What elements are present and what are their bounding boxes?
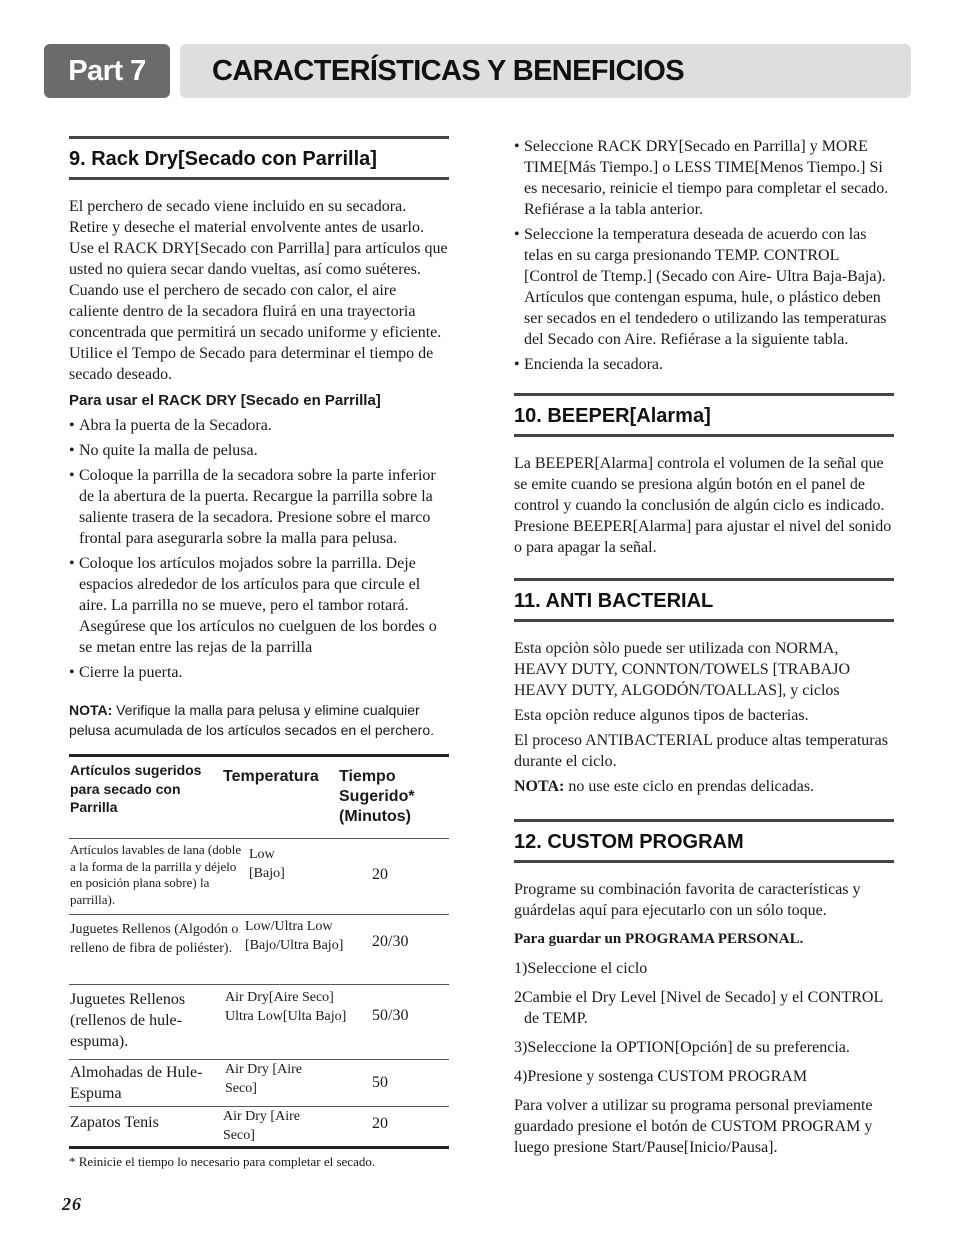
list-item: • Coloque los artículos mojados sobre la parrilla. Deje espacios alrededor de los artículos para que circule el aire. La parrilla no se mueve, pero el tambor rotará. Asegúrese que los artículos no cuelguen de los bordes o se metan entre las rejas de la parrilla <box>69 553 449 658</box>
list-item: • Abra la puerta de la Secadora. <box>69 415 449 436</box>
table-cell: Almohadas de Hule-Espuma <box>70 1064 203 1102</box>
table-cell: Air Dry [Aire Seco] <box>223 1109 300 1143</box>
list-item: • Encienda la secadora. <box>514 354 894 375</box>
right-column <box>514 136 894 1158</box>
list-item: 1)Seleccione el ciclo <box>514 960 648 977</box>
table-cell: 20/30 <box>372 933 409 950</box>
table-cell: Air Dry [Aire Seco] <box>225 1062 302 1096</box>
custom-program-subheading: Para guardar un PROGRAMA PERSONAL. <box>514 931 804 947</box>
list-item: • Seleccione la temperatura deseada de acuerdo con las telas en su carga presionando TEMP. CONTROL [Control de Ttemp.] (Secado con Aire- Ultra Baja-Baja). Artículos que contengan espuma, hule, o plástico deben ser secados en el tendedero o utilizando las temperaturas del Secado con Aire. Refiérase a la siguiente tabla. <box>514 224 894 350</box>
rack-dry-table <box>69 754 449 1149</box>
custom-program-intro: Programe su combinación favorita de características y guárdelas aquí para ejecutarlo con un sólo toque. <box>514 881 861 919</box>
table-footnote: * Reinicie el tiempo lo necesario para completar el secado. <box>69 1154 376 1169</box>
list-item: • Coloque la parrilla de la secadora sobre la parte inferior de la abertura de la puerta. Recargue la parrilla sobre la saliente trasera de la secadora. Presione sobre el marco frontal para asegurarla sobre la malla para pelusa. <box>69 465 449 549</box>
table-cell: 20 <box>372 866 388 883</box>
list-item: 4)Presione y sostenga CUSTOM PROGRAM <box>514 1068 808 1085</box>
table-cell: Juguetes Rellenos (Algodón o relleno de fibra de poliéster). <box>70 922 239 956</box>
table-cell: Zapatos Tenis <box>70 1114 159 1131</box>
table-cell: 20 <box>372 1115 388 1132</box>
anti-bacterial-p2: Esta opciòn reduce algunos tipos de bacterias. <box>514 707 809 724</box>
rack-dry-subheading: Para usar el RACK DRY [Secado en Parrilla] <box>69 392 381 409</box>
table-cell: 50 <box>372 1074 388 1091</box>
list-item: • Seleccione RACK DRY[Secado en Parrilla] y MORE TIME[Más Tiempo.] o LESS TIME[Menos Tiempo.] Si es necesario, reinicie el tiempo para completar el secado. Refiérase a la tabla anterior. <box>514 136 894 220</box>
note-text: no use este ciclo en prendas delicadas. <box>564 778 815 795</box>
table-cell: Juguetes Rellenos (rellenos de hule-espuma). <box>70 991 186 1050</box>
list-item: • No quite la malla de pelusa. <box>69 440 449 461</box>
table-cell: 50/30 <box>372 1007 409 1024</box>
list-item: • Cierre la puerta. <box>69 662 449 683</box>
rack-dry-note <box>69 701 449 740</box>
anti-bacterial-p1: Esta opciòn sòlo puede ser utilizada con NORMA, HEAVY DUTY, CONNTON/TOWELS [TRABAJO HEAVY DUTY, ALGODÓN/TOALLAS], y ciclos <box>514 640 851 699</box>
title-bar <box>180 44 911 98</box>
rack-dry-intro: El perchero de secado viene incluido en su secadora. Retire y deseche el material envolvente antes de usarlo. Use el RACK DRY[Secado con Parrilla] para artículos que usted no quiera secar dando vueltas, así como suéteres. Cuando use el perchero de secado con calor, el aire caliente dentro de la secadora fluirá en una trayectoria concentrada que permitirá un secado uniforme y eficiente. Utilice el Tempo de Secado para determinar el tiempo de secado deseado. <box>69 198 448 383</box>
part-tab: Part 7 <box>44 44 170 98</box>
table-cell: Low [Bajo] <box>249 847 285 881</box>
left-column <box>69 136 449 1171</box>
table-header <box>69 757 449 839</box>
page-title: CARACTERÍSTICAS Y BENEFICIOS <box>212 55 684 87</box>
rack-dry-steps-continued <box>514 136 894 375</box>
custom-program-heading: 12. CUSTOM PROGRAM <box>514 819 894 863</box>
anti-bacterial-note <box>514 776 894 797</box>
table-cell: Air Dry[Aire Seco] Ultra Low[Ulta Bajo] <box>225 990 347 1024</box>
anti-bacterial-heading: 11. ANTI BACTERIAL <box>514 578 894 622</box>
custom-program-outro: Para volver a utilizar su programa personal previamente guardado presione el botón de CUSTOM PROGRAM y luego presione Start/Pause[Inicio/Pausa]. <box>514 1097 873 1156</box>
table-row <box>69 915 449 985</box>
page-number: 26 <box>62 1194 82 1214</box>
column-header-temperature: Temperatura <box>223 768 319 785</box>
note-label: NOTA: <box>69 702 113 718</box>
table-row <box>69 839 449 915</box>
list-item: 2Cambie el Dry Level [Nivel de Secado] y el CONTROL de TEMP. <box>514 989 883 1027</box>
table-cell: Low/Ultra Low [Bajo/Ultra Bajo] <box>245 919 344 953</box>
column-header-articles: Artículos sugeridos para secado con Parrilla <box>70 762 202 815</box>
beeper-heading: 10. BEEPER[Alarma] <box>514 393 894 437</box>
column-header-time: Tiempo Sugerido* (Minutos) <box>339 768 415 825</box>
note-text: Verifique la malla para pelusa y elimine cualquier pelusa acumulada de los artículos secados en el perchero. <box>69 702 434 738</box>
rack-dry-steps <box>69 415 449 683</box>
list-item: 3)Seleccione la OPTION[Opción] de su preferencia. <box>514 1039 850 1056</box>
anti-bacterial-p3: El proceso ANTIBACTERIAL produce altas temperaturas durante el ciclo. <box>514 732 888 770</box>
table-row <box>69 1060 449 1107</box>
note-label: NOTA: <box>514 778 565 795</box>
beeper-text: La BEEPER[Alarma] controla el volumen de la señal que se emite cuando se presiona algún botón en el panel de control y cuando la conclusión de algún ciclo es indicado. Presione BEEPER[Alarma] para ajustar el nivel del sonido o para apagar la señal. <box>514 455 892 556</box>
table-cell: Artículos lavables de lana (doble a la forma de la parrilla y déjelo en posición plana sobre) la parrilla). <box>70 842 242 907</box>
table-row <box>69 1107 449 1146</box>
rack-dry-heading: 9. Rack Dry[Secado con Parrilla] <box>69 136 449 180</box>
table-row <box>69 985 449 1060</box>
